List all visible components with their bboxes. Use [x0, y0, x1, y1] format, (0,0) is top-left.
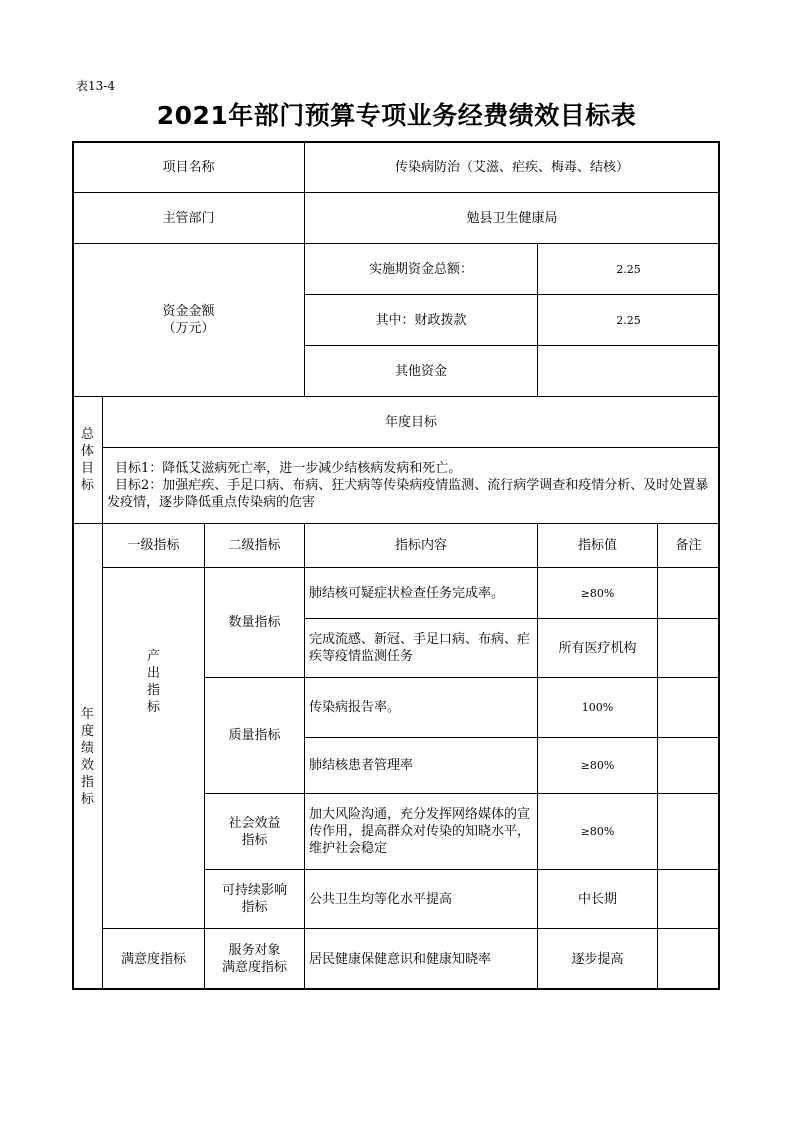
- total-funds-label: 实施期资金总额：: [304, 243, 538, 295]
- table-number: 表13-4: [76, 79, 115, 93]
- label-line: 服务对象: [228, 943, 281, 958]
- indicator-content: 加大风险沟通，充分发挥网络媒体的宣传作用，提高群众对传染的知晓水平，维护社会稳定: [304, 793, 538, 870]
- indicator-value: 所有医疗机构: [537, 618, 658, 678]
- indicator-value: ≥80%: [537, 793, 658, 870]
- indicator-value: ≥80%: [537, 567, 658, 619]
- overall-goal-side-label: [72, 396, 103, 524]
- indicator-content: 公共卫生均等化水平提高: [304, 869, 538, 929]
- page-title: 2021年部门预算专项业务经费绩效目标表: [156, 101, 637, 130]
- header-content: 指标内容: [304, 523, 538, 568]
- label-line: 指标: [241, 900, 268, 915]
- indicator-value: ≥80%: [537, 737, 658, 794]
- fiscal-funds-label: 其中：财政拨款: [304, 294, 538, 346]
- indicator-content: 传染病报告率。: [304, 677, 538, 738]
- funds-label-line2: （万元）: [162, 321, 215, 336]
- funds-label-line1: 资金金额: [162, 304, 215, 319]
- fiscal-funds-value: 2.25: [537, 294, 720, 346]
- side-char: 总: [80, 427, 94, 442]
- goal-2: 目标2：加强疟疾、手足口病、布病、狂犬病等传染病疫情监测、流行病学调查和疫情分析、及时处置暴发疫情，逐步降低重点传染病的危害: [107, 478, 709, 510]
- indicator-content: 肺结核患者管理率: [304, 737, 538, 794]
- department-value: 勉县卫生健康局: [304, 192, 720, 244]
- quality-indicator-label: 质量指标: [204, 677, 305, 794]
- project-name-value: 传染病防治（艾滋、疟疾、梅毒、结核）: [304, 141, 720, 193]
- header-remark: 备注: [657, 523, 720, 568]
- output-indicator-label: [102, 567, 205, 929]
- side-char: 度: [80, 723, 94, 739]
- indicator-value: 中长期: [537, 869, 658, 929]
- side-char: 标: [80, 478, 94, 493]
- label-line: 社会效益: [228, 815, 281, 831]
- label-line: 可持续影响: [221, 883, 287, 898]
- total-funds-value: 2.25: [537, 243, 720, 295]
- indicator-remark: [657, 737, 720, 794]
- project-name-label: 项目名称: [72, 141, 305, 193]
- label-line: 满意度指标: [221, 960, 287, 975]
- indicator-content: 居民健康保健意识和健康知晓率: [304, 928, 538, 990]
- indicator-remark: [657, 793, 720, 870]
- side-char: 指: [80, 774, 94, 790]
- year-goals-text: [102, 447, 720, 524]
- side-char: 标: [80, 791, 94, 807]
- label-line: 指标: [241, 832, 268, 848]
- indicator-remark: [657, 618, 720, 678]
- indicator-remark: [657, 928, 720, 990]
- output-char: 指: [146, 683, 160, 698]
- indicator-content: 完成流感、新冠、手足口病、布病、疟疾等疫情监测任务: [304, 618, 538, 678]
- quantity-indicator-label: 数量指标: [204, 567, 305, 678]
- output-char: 出: [146, 666, 160, 681]
- sustainability-indicator-label: [204, 869, 305, 929]
- indicator-remark: [657, 567, 720, 619]
- output-char: 标: [146, 700, 160, 715]
- side-char: 目: [80, 461, 94, 476]
- goal-1: 目标1：降低艾滋病死亡率，进一步减少结核病发病和死亡。: [115, 461, 462, 476]
- social-benefit-indicator-label: [204, 793, 305, 870]
- side-char: 年: [80, 706, 94, 722]
- indicator-remark: [657, 677, 720, 738]
- output-char: 产: [146, 649, 160, 664]
- indicator-remark: [657, 869, 720, 929]
- header-value: 指标值: [537, 523, 658, 568]
- header-level2: 二级指标: [204, 523, 305, 568]
- satisfaction-indicator-label: 满意度指标: [102, 928, 205, 990]
- side-char: 效: [80, 757, 94, 773]
- other-funds-label: 其他资金: [304, 345, 538, 397]
- indicator-content: 肺结核可疑症状检查任务完成率。: [304, 567, 538, 619]
- side-char: 绩: [80, 740, 94, 756]
- year-goal-header: 年度目标: [102, 396, 720, 448]
- other-funds-value: [537, 345, 720, 397]
- annual-indicators-side-label: [72, 523, 103, 990]
- header-level1: 一级指标: [102, 523, 205, 568]
- department-label: 主管部门: [72, 192, 305, 244]
- service-satisfaction-label: [204, 928, 305, 990]
- funds-label: [72, 243, 305, 397]
- indicator-value: 100%: [537, 677, 658, 738]
- indicator-value: 逐步提高: [537, 928, 658, 990]
- side-char: 体: [80, 444, 94, 459]
